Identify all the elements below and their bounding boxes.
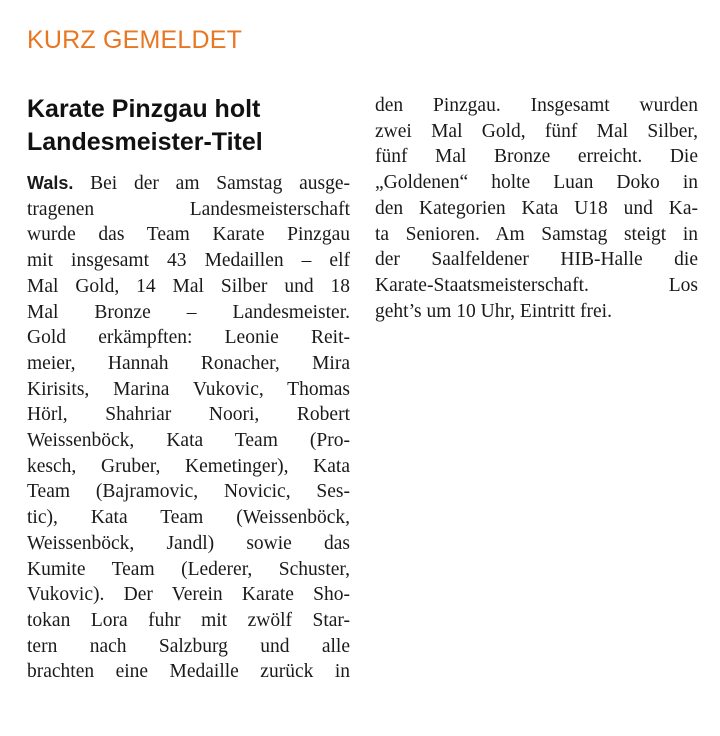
body-line: Weissenböck, Kata Team (Pro- — [27, 430, 350, 452]
headline-line: Landesmeister-Titel — [27, 128, 263, 156]
body-line: Kirisits, Marina Vukovic, Thomas — [27, 378, 350, 400]
body-line: Team (Bajramovic, Novicic, Ses- — [27, 481, 350, 503]
body-line: Hörl, Shahriar Noori, Robert — [27, 404, 350, 426]
body-line: Karate-Staatsmeisterschaft. Los — [375, 274, 698, 296]
body-line: ta Senioren. Am Samstag steigt in — [375, 223, 698, 245]
article-right-column — [375, 93, 698, 324]
body-line: Weissenböck, Jandl) sowie das — [27, 532, 350, 554]
body-line-text: Bei der am Samstag ausge- — [90, 173, 350, 194]
headline-line: Karate Pinzgau holt — [27, 95, 261, 123]
body-line: Vukovic). Der Verein Karate Sho- — [27, 584, 350, 606]
body-line: tern nach Salzburg und alle — [27, 635, 350, 657]
article-body-left — [27, 171, 350, 685]
body-line: den Kategorien Kata U18 und Ka- — [375, 197, 698, 219]
body-line: meier, Hannah Ronacher, Mira — [27, 352, 350, 374]
body-line: tic), Kata Team (Weissenböck, — [27, 507, 350, 529]
body-line: mit insgesamt 43 Medaillen – elf — [27, 250, 350, 272]
body-line: Mal Bronze – Landesmeister. — [27, 301, 350, 323]
article-body-right — [375, 93, 698, 324]
body-line: fünf Mal Bronze erreicht. Die — [375, 146, 698, 168]
body-line — [27, 171, 350, 197]
body-line: der Saalfeldener HIB-Halle die — [375, 249, 698, 271]
article-left-column — [27, 93, 350, 685]
body-line: den Pinzgau. Insgesamt wurden — [375, 95, 698, 116]
body-line: „Goldenen“ holte Luan Doko in — [375, 172, 698, 194]
article-headline — [27, 93, 350, 159]
body-line: brachten eine Medaille zurück in — [27, 661, 350, 683]
body-line: Kumite Team (Lederer, Schuster, — [27, 558, 350, 580]
body-line: zwei Mal Gold, fünf Mal Silber, — [375, 120, 698, 142]
body-line: Mal Gold, 14 Mal Silber und 18 — [27, 275, 350, 297]
body-line: wurde das Team Karate Pinzgau — [27, 224, 350, 246]
section-label: KURZ GEMELDET — [27, 26, 243, 54]
dateline: Wals. — [27, 173, 74, 193]
body-line: geht’s um 10 Uhr, Eintritt frei. — [375, 300, 612, 322]
body-line: kesch, Gruber, Kemetinger), Kata — [27, 455, 350, 477]
body-line: tragenen Landesmeisterschaft — [27, 198, 350, 220]
body-line: Gold erkämpften: Leonie Reit- — [27, 327, 350, 349]
body-line: tokan Lora fuhr mit zwölf Star- — [27, 609, 350, 631]
